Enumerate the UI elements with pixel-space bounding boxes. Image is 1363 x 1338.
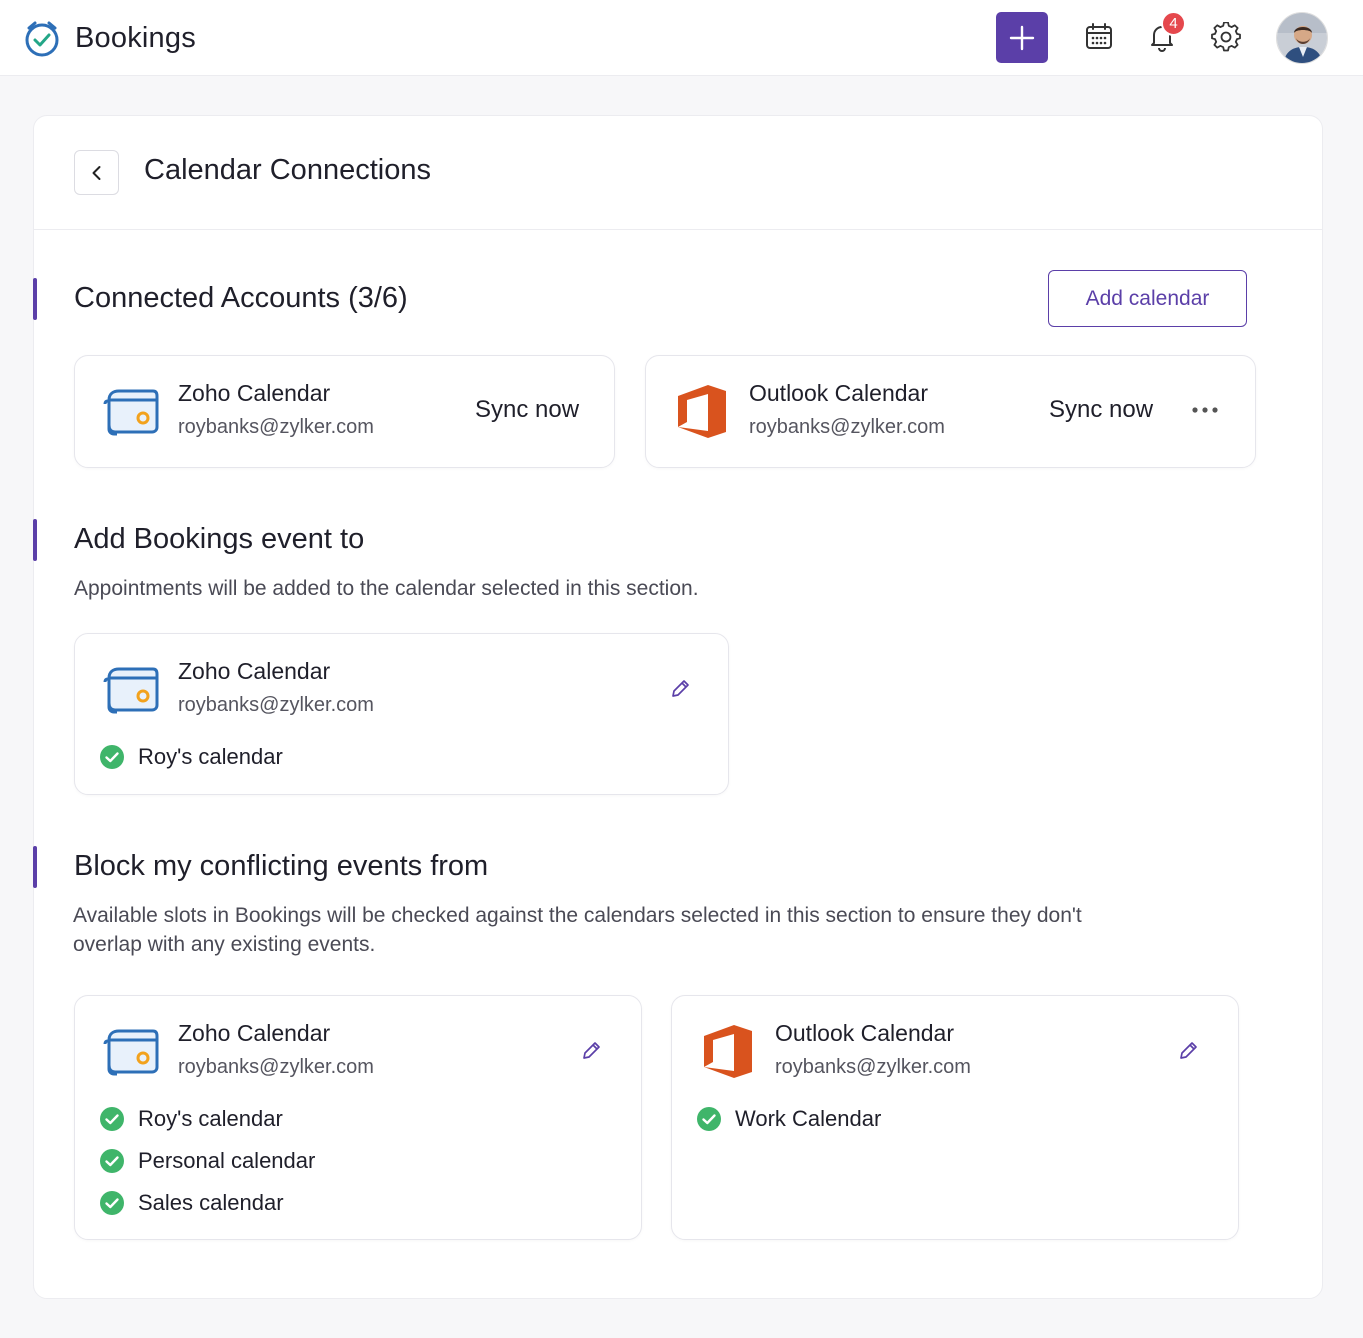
check-circle-icon [696,1106,722,1132]
card-header [34,116,1322,230]
block-events-description: Available slots in Bookings will be checked against the calendars selected in this section to ensure they don't overlap with any existing events. [73,904,1082,956]
account-email: roybanks@zylker.com [178,1056,374,1078]
calendar-list-item [99,1148,315,1174]
section-accent-bar [33,519,37,561]
more-options-icon[interactable] [1190,400,1220,420]
check-circle-icon [99,1190,125,1216]
calendar-list-item [696,1106,881,1132]
app-name: Bookings [75,21,196,54]
calendar-name: Work Calendar [735,1106,882,1131]
calendar-name: Personal calendar [138,1148,316,1173]
create-button[interactable] [996,12,1048,63]
bookings-logo-icon [20,16,64,60]
block-events-title: Block my conflicting events from [74,850,489,882]
calendar-list-item [99,1106,283,1132]
top-bar [0,0,1363,76]
account-email: roybanks@zylker.com [749,416,945,438]
account-name: Outlook Calendar [775,1020,954,1046]
account-email: roybanks@zylker.com [178,416,374,438]
user-avatar[interactable] [1276,12,1328,64]
zoho-calendar-icon [101,382,159,440]
plus-icon [1008,24,1036,52]
sync-now-link[interactable]: Sync now [1049,396,1154,423]
account-name: Outlook Calendar [749,380,928,406]
add-event-description: Appointments will be added to the calendar selected in this section. [74,577,699,600]
edit-pencil-icon[interactable] [1175,1038,1201,1064]
outlook-icon [672,382,730,440]
calendar-connections-card [33,115,1323,1299]
add-calendar-button[interactable]: Add calendar [1048,270,1247,327]
calendar-name: Roy's calendar [138,1106,283,1131]
edit-pencil-icon[interactable] [578,1038,604,1064]
add-event-title: Add Bookings event to [74,523,365,555]
back-button[interactable] [74,150,119,195]
sync-now-link[interactable]: Sync now [475,396,580,423]
edit-pencil-icon[interactable] [667,676,693,702]
add-event-account-card [74,633,729,795]
connected-accounts-title: Connected Accounts (3/6) [74,282,408,314]
calendar-icon[interactable] [1082,20,1116,54]
notification-badge: 4 [1161,11,1186,36]
account-name: Zoho Calendar [178,380,331,406]
calendar-list-item [99,744,283,770]
block-zoho-account-card [74,995,642,1240]
chevron-left-icon [88,164,106,182]
account-name: Zoho Calendar [178,658,331,684]
check-circle-icon [99,1148,125,1174]
section-accent-bar [33,846,37,888]
account-name: Zoho Calendar [178,1020,331,1046]
section-accent-bar [33,278,37,320]
account-email: roybanks@zylker.com [178,694,374,716]
outlook-account-card [645,355,1256,468]
block-outlook-account-card [671,995,1239,1240]
outlook-icon [698,1022,756,1080]
zoho-calendar-icon [101,1022,159,1080]
zoho-account-card [74,355,615,468]
check-circle-icon [99,1106,125,1132]
calendar-name: Sales calendar [138,1190,284,1215]
zoho-calendar-icon [101,660,159,718]
account-email: roybanks@zylker.com [775,1056,971,1078]
calendar-name: Roy's calendar [138,744,283,769]
settings-gear-icon[interactable] [1209,20,1243,54]
page-title: Calendar Connections [144,154,431,186]
brand[interactable] [20,16,196,60]
calendar-list-item [99,1190,284,1216]
check-circle-icon [99,744,125,770]
